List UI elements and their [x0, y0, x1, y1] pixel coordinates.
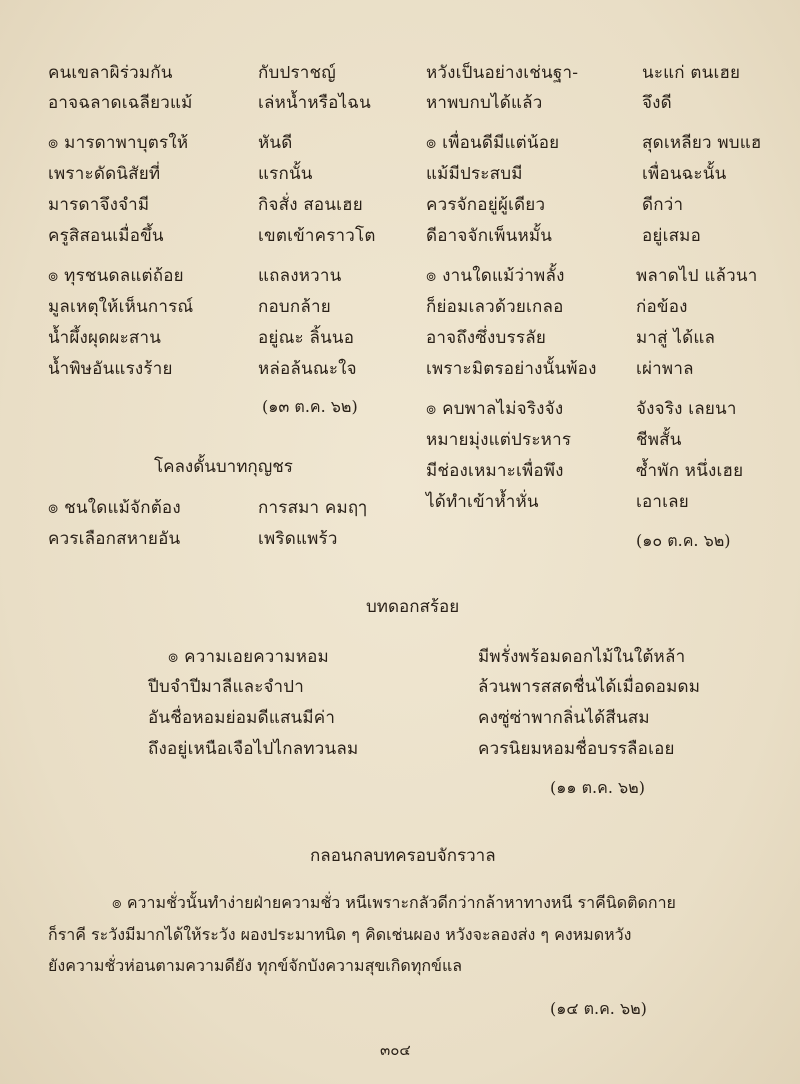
verse-line: อยู่เสมอ: [642, 226, 701, 246]
section-title: บทดอกสร้อย: [366, 597, 460, 617]
verse-line: ๏ ทุรชนดลแต่ถ้อย: [48, 266, 184, 286]
verse-line: หล่อล้นณะใจ: [258, 359, 357, 379]
verse-line: ดีกว่า: [642, 195, 684, 215]
verse-line: มูลเหตุให้เห็นการณ์: [48, 297, 194, 317]
verse-line: จังจริง เลยนา: [636, 399, 737, 419]
verse-line: ควรเลือกสหายอัน: [48, 529, 181, 549]
verse-line: เขตเข้าคราวโต: [258, 226, 376, 246]
verse-line: ๏ มารดาพาบุตรให้: [48, 133, 189, 153]
verse-line: น้ำผึ้งผุดผะสาน: [48, 328, 162, 348]
verse-line: เอาเลย: [636, 492, 689, 512]
verse-line: มาสู่ ได้แล: [636, 328, 716, 348]
verse-line: อาจถึงซึ่งบรรลัย: [426, 328, 546, 348]
verse-line: ก่อข้อง: [636, 297, 688, 317]
verse-line: เพริดแพร้ว: [258, 529, 338, 549]
verse-line: ดีอาจจักเพ็นหมั้น: [426, 226, 553, 246]
verse-line: อาจฉลาดเฉลียวแม้: [48, 93, 193, 113]
verse-line: ล้วนพารสสดชื่นได้เมื่อดอมดม: [478, 677, 701, 697]
verse-line: ก็ย่อมเลวด้วยเกลอ: [426, 297, 564, 317]
verse-line: ๏ ความเอยความหอม: [168, 647, 329, 667]
verse-line: เล่หน้ำหรือไฉน: [258, 93, 371, 113]
verse-line: แถลงหวาน: [258, 266, 342, 286]
verse-line: กิจสั่ง สอนเฮย: [258, 195, 363, 215]
verse-line: เพื่อนฉะนั้น: [642, 164, 727, 184]
section-subtitle: โคลงดั้นบาทกุญชร: [154, 457, 293, 477]
verse-line: อยู่ณะ ลิ้นนอ: [258, 328, 355, 348]
verse-line: ซ้ำพัก หนึ่งเฮย: [636, 461, 744, 481]
verse-line: แรกนั้น: [258, 164, 313, 184]
verse-line: จึงดี: [642, 93, 672, 113]
verse-line: แม้มีประสบมี: [426, 164, 523, 184]
verse-line: หันดี: [258, 133, 293, 153]
verse-line: หมายมุ่งแต่ประหาร: [426, 430, 572, 450]
composition-date: (๑๑ ต.ค. ๖๒): [550, 778, 645, 797]
verse-line: กอบกล้าย: [258, 297, 331, 317]
verse-line: หาพบกบได้แล้ว: [426, 93, 543, 113]
section-title: กลอนกลบทครอบจักรวาล: [310, 846, 496, 866]
verse-line: น้ำพิษอันแรงร้าย: [48, 359, 173, 379]
prose-line: ยังความชั่วห่อนตามความดียัง ทุกข์จักบังความสุขเกิดทุกข์แล: [48, 956, 463, 975]
prose-line: ก็ราคี ระวังมีมากได้ให้ระวัง ผองประมาทนิด ๆ คิดเช่นผอง หวังจะลองส่ง ๆ คงหมดหวัง: [48, 925, 632, 944]
verse-line: สุดเหลียว พบแฮ: [642, 133, 762, 153]
verse-line: ควรนิยมหอมชื่อบรรลือเอย: [478, 739, 675, 759]
verse-line: ๏ คบพาลไม่จริงจัง: [426, 399, 564, 419]
verse-line: มีช่องเหมาะเพื่อพึง: [426, 461, 564, 481]
verse-line: มารดาจึงจำมี: [48, 195, 150, 215]
verse-line: มีพรั่งพร้อมดอกไม้ในใต้หล้า: [478, 647, 686, 667]
verse-line: เผ่าพาล: [636, 359, 694, 379]
verse-line: นะแก่ ตนเฮย: [642, 63, 741, 83]
verse-line: ควรจักอยู่ผู้เดียว: [426, 195, 546, 215]
verse-line: ปีบจำปีมาลีและจำปา: [148, 677, 304, 697]
verse-line: ๏ งานใดแม้ว่าพลั้ง: [426, 266, 565, 286]
verse-line: ถึงอยู่เหนือเจือไปไกลทวนลม: [148, 739, 359, 759]
composition-date: (๑๐ ต.ค. ๖๒): [636, 531, 731, 550]
verse-line: อันชื่อหอมย่อมดีแสนมีค่า: [148, 708, 336, 728]
verse-line: กับปราชญ์: [258, 63, 336, 83]
verse-line: การสมา คมฤๅ: [258, 498, 367, 518]
verse-line: เพราะมิตรอย่างนั้นพ้อง: [426, 359, 597, 379]
composition-date: (๑๔ ต.ค. ๖๒): [550, 999, 647, 1018]
verse-line: ๏ ชนใดแม้จักต้อง: [48, 498, 181, 518]
composition-date: (๑๓ ต.ค. ๖๒): [262, 397, 358, 416]
verse-line: ชีพสั้น: [636, 430, 682, 450]
prose-line: ๏ ความชั่วนั้นทำง่ายฝ่ายความชั่ว หนีเพราะกลัวดีกว่ากล้าหาทางหนี ราคีนิดติดกาย: [112, 893, 676, 912]
verse-line: ๏ เพื่อนดีมีแต่น้อย: [426, 133, 560, 153]
verse-line: คนเขลาผิร่วมกัน: [48, 63, 173, 83]
verse-line: พลาดไป แล้วนา: [636, 266, 758, 286]
verse-line: หวังเป็นอย่างเช่นฐา-: [426, 63, 579, 83]
page-number: ๓๐๔: [380, 1041, 411, 1059]
verse-line: ได้ทำเข้าห้ำหั่น: [426, 492, 539, 512]
verse-line: เพราะดัดนิสัยที่: [48, 164, 161, 184]
verse-line: คงซู่ซ่าพากลิ่นได้สีนสม: [478, 708, 650, 728]
verse-line: ครูสิสอนเมื่อขึ้น: [48, 226, 164, 246]
